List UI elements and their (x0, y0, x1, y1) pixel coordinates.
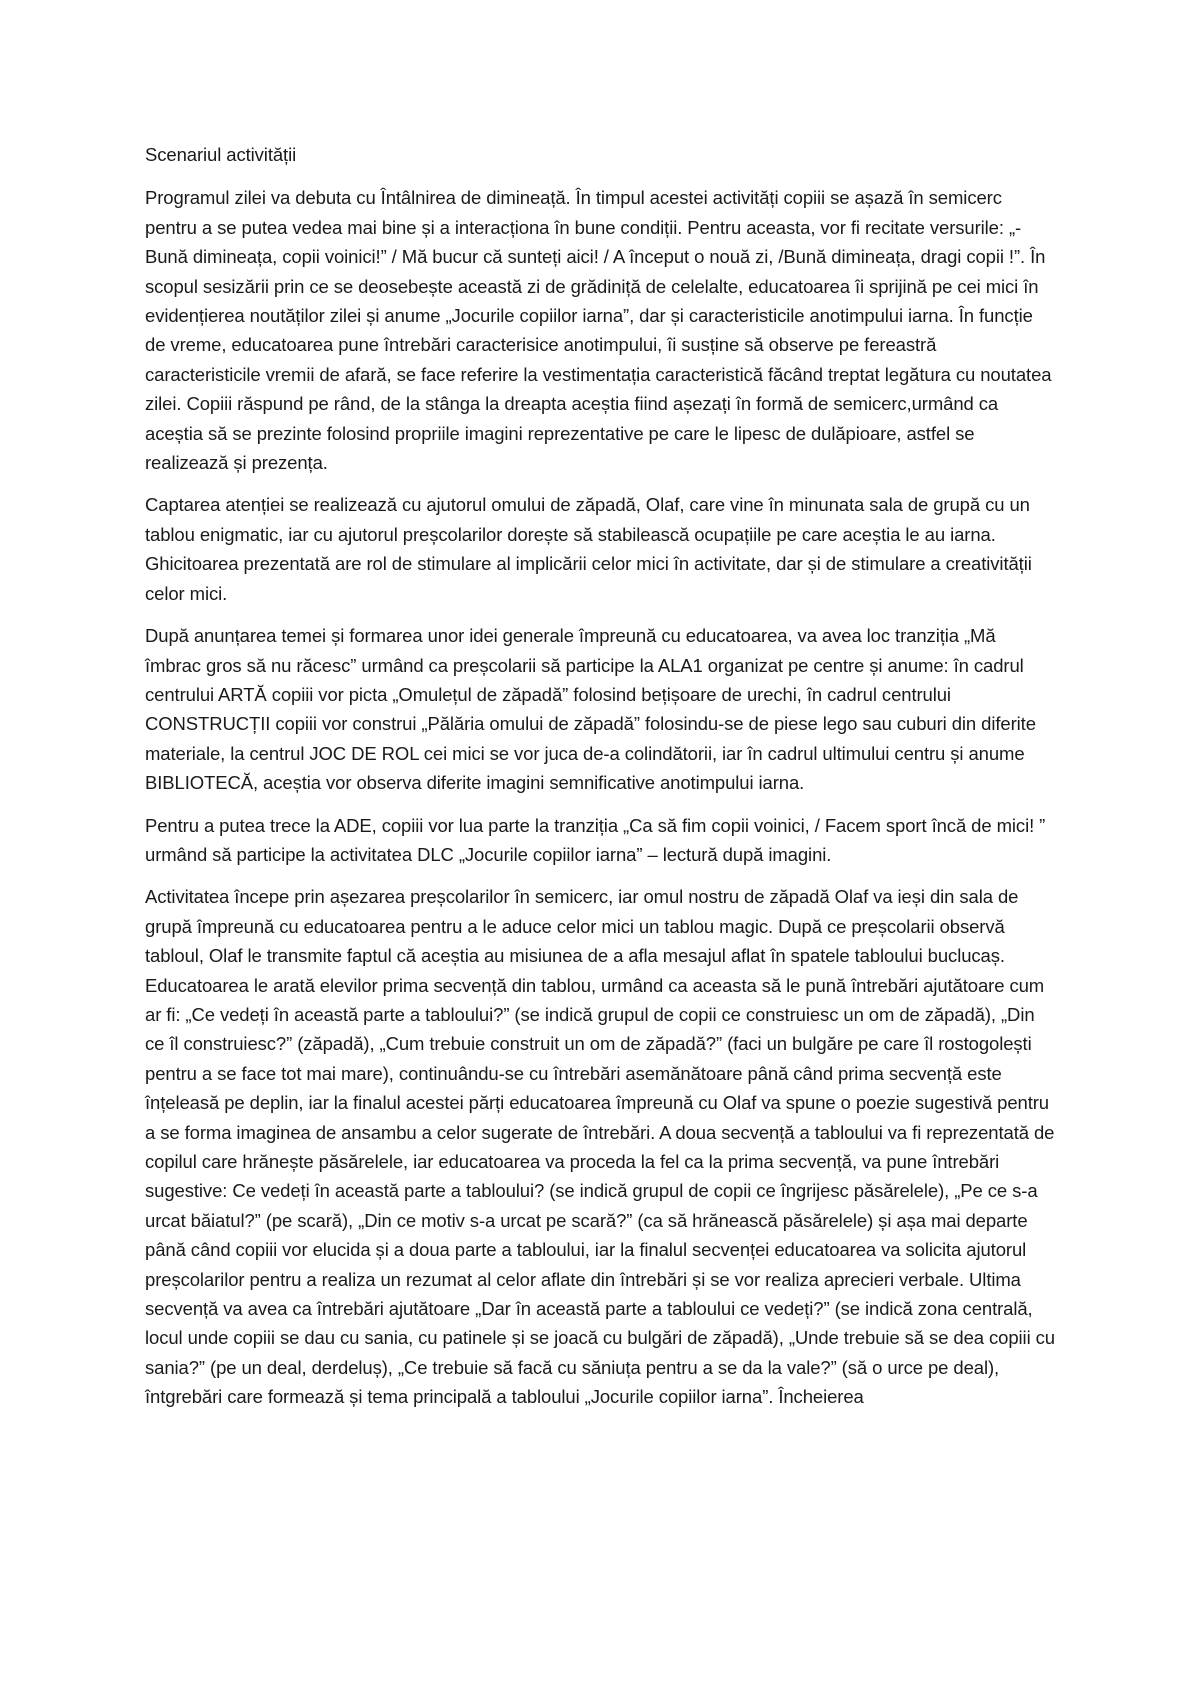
paragraph-morning-meeting: Programul zilei va debuta cu Întâlnirea de dimineață. În timpul acestei activități copiii se așază în semicerc pentru a se putea vedea mai bine și a interacționa în bune condiții. Pentru aceasta, vor fi recitate versurile: „-Bună dimineața, copii voinici!” / Mă bucur că sunteți aici! / A început o nouă zi, /Bună dimineața, dragi copii !”. În scopul sesizării prin ce se deosebește această zi de grădiniță de celelalte, educatoarea îi sprijină pe cei mici în evidențierea noutăților zilei și anume „Jocurile copiilor iarna”, dar și caracteristicile anotimpului iarna. În funcție de vreme, educatoarea pune întrebări caracterisice anotimpului, îi susține să observe pe fereastră caracteristicile vremii de afară, se face referire la vestimentația caracteristică făcând treptat legătura cu noutatea zilei. Copiii răspund pe rând, de la stânga la dreapta aceștia fiind așezați în formă de semicerc,urmând ca aceștia să se prezinte folosind propriile imagini reprezentative pe care le lipesc de dulăpioare, astfel se realizează și prezența. (145, 187, 1052, 474)
document-body (145, 140, 1055, 1425)
paragraph-attention-capture: Captarea atenției se realizează cu ajutorul omului de zăpadă, Olaf, care vine în minunata sala de grupă cu un tablou enigmatic, iar cu ajutorul preșcolarilor dorește să stabilească ocupațiile pe care aceștia le au iarna. Ghicitoarea prezentată are rol de stimulare al implicării celor mici în activitate, dar și de stimulare a creativității celor mici. (145, 494, 1032, 604)
paragraph-activity-description: Activitatea începe prin așezarea preșcolarilor în semicerc, iar omul nostru de zăpadă Olaf va ieși din sala de grupă împreună cu educatoarea pentru a le aduce celor mici un tablou magic. După ce preșcolarii observă tabloul, Olaf le transmite faptul că aceștia au misiunea de a afla mesajul aflat în spatele tabloului buclucaș. Educatoarea le arată elevilor prima secvență din tablou, urmând ca aceasta să le pună întrebări ajutătoare cum ar fi: „Ce vedeți în această parte a tabloului?” (se indică grupul de copii ce construiesc un om de zăpadă), „Din ce îl construiesc?” (zăpadă), „Cum trebuie construit un om de zăpadă?” (faci un bulgăre pe care îl rostogolești pentru a se face tot mai mare), continuându-se cu întrebări asemănătoare până când prima secvență este înțeleasă pe deplin, iar la finalul acestei părți educatoarea împreună cu Olaf va spune o poezie sugestivă pentru a se forma imaginea de ansambu a celor sugerate de întrebări. A doua secvență a tabloului va fi reprezentată de copilul care hrănește păsărelele, iar educatoarea va proceda la fel ca la prima secvență, va pune întrebări sugestive: Ce vedeți în această parte a tabloului? (se indică grupul de copii ce îngrijesc păsărelele), „Pe ce s-a urcat băiatul?” (pe scară), „Din ce motiv s-a urcat pe scară?” (ca să hrănească păsărelele) și așa mai departe până când copiii vor elucida și a doua parte a tabloului, iar la finalul secvenței educatoarea va solicita ajutorul preșcolarilor pentru a realiza un rezumat al celor aflate din întrebări și se vor realiza aprecieri verbale. Ultima secvență va avea ca întrebări ajutătoare „Dar în această parte a tabloului ce vedeți?” (se indică zona centrală, locul unde copiii se dau cu sania, cu patinele și se joacă cu bulgări de zăpadă), „Unde trebuie să se dea copiii cu sania?” (pe un deal, derdeluș), „Ce trebuie să facă cu săniuța pentru a se da la vale?” (să o urce pe deal), întgrebări care formează și tema principală a tabloului „Jocurile copiilor iarna”. Încheierea (145, 886, 1055, 1408)
document-title: Scenariul activității (145, 144, 297, 165)
paragraph-ade-transition: Pentru a putea trece la ADE, copiii vor lua parte la tranziția „Ca să fim copii voinici, / Facem sport încă de mici! ” urmând să participe la activitatea DLC „Jocurile copiilor iarna” – lectură după imagini. (145, 814, 1046, 865)
paragraph-transition-ala1: După anunțarea temei și formarea unor idei generale împreună cu educatoarea, va avea loc tranziția „Mă îmbrac gros să nu răcesc” urmând ca preșcolarii să participe la ALA1 organizat pe centre și anume: în cadrul centrului ARTĂ copiii vor picta „Omulețul de zăpadă” folosind bețișoare de urechi, în cadrul centrului CONSTRUCȚII copiii vor construi „Pălăria omului de zăpadă” folosindu-se de piese lego sau cuburi din diferite materiale, la centrul JOC DE ROL cei mici se vor juca de-a colindătorii, iar în cadrul ultimului centru și anume BIBLIOTECĂ, aceștia vor observa diferite imagini semnificative anotimpului iarna. (145, 625, 1036, 794)
